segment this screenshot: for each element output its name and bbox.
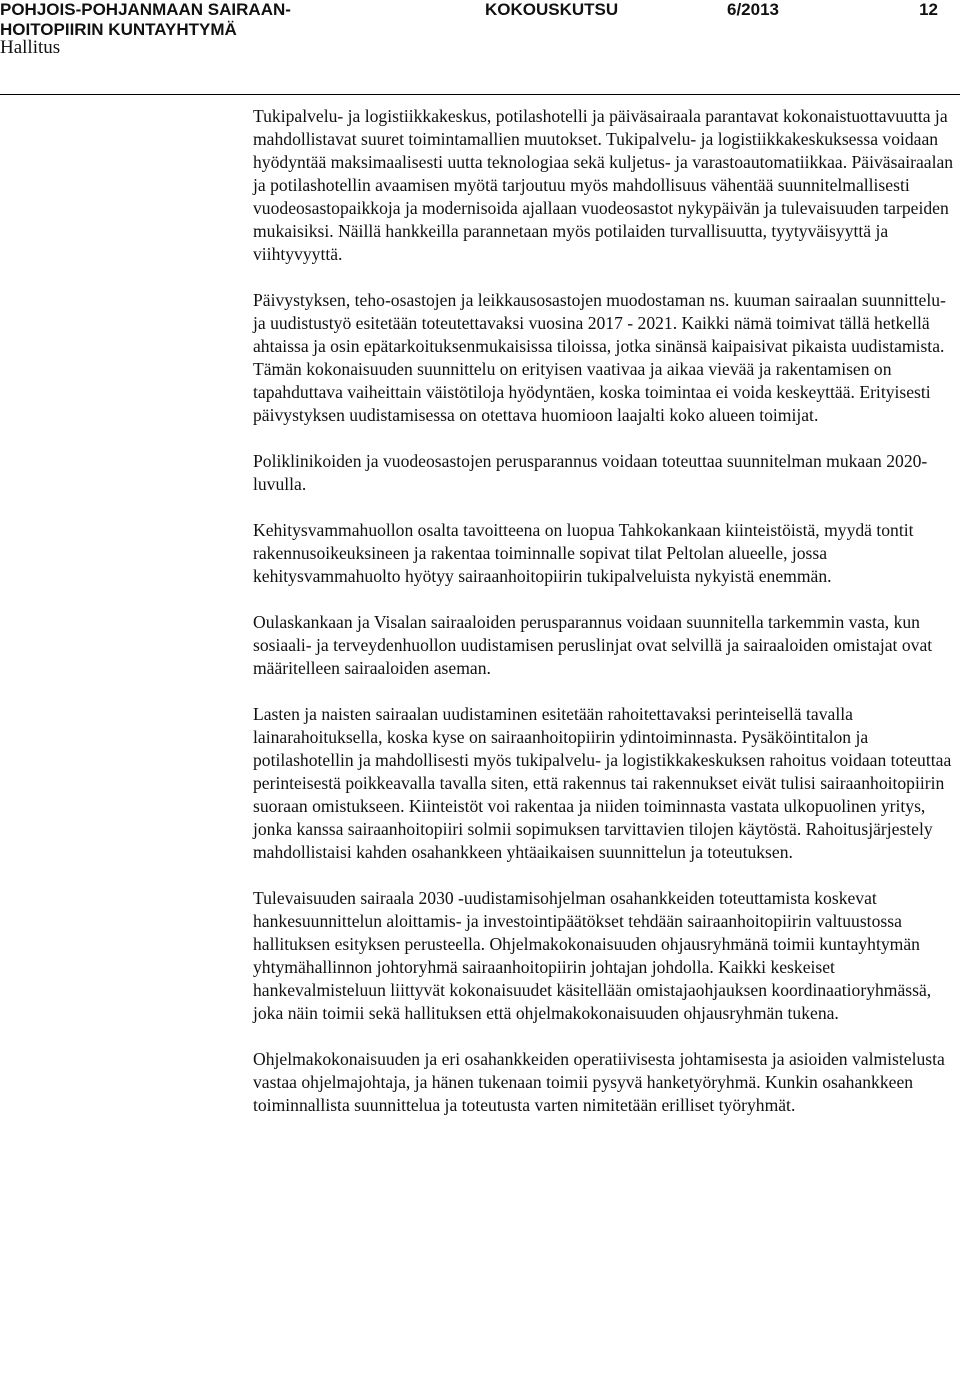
issue-number: 6/2013: [727, 0, 779, 19]
header-divider: [0, 94, 960, 95]
paragraph: Poliklinikoiden ja vuodeosastojen perusparannus voidaan toteuttaa suunnitelman mukaan 2020-luvulla.: [253, 451, 928, 494]
paragraph: Tukipalvelu- ja logistiikkakeskus, potilashotelli ja päiväsairaala parantavat kokonaistuottavuutta ja mahdollistavat suuret toimintamallien muutokset. Tukipalvelu- ja logistiikkakeskuksessa voidaan hyödyntää maksimaalisesti uutta teknologiaa sekä kuljetus- ja varastoautomatiikkaa. Päiväsairaalan ja potilashotellin avaamisen myötä tarjoutuu myös mahdollisuus vähentää suunnitelmallisesti vuodeosastopaikkoja ja modernisoida ajallaan vuodeosastot nykypäivän ja tulevaisuuden tarpeiden mukaisiksi. Näillä hankkeilla parannetaan myös potilaiden turvallisuutta, tyytyväisyyttä ja viihtyvyyttä.: [253, 106, 954, 264]
paragraph: Oulaskankaan ja Visalan sairaaloiden perusparannus voidaan suunnitella tarkemmin vasta, kun sosiaali- ja terveydenhuollon uudistamisen peruslinjat ovat selvillä ja sairaaloiden omistajat ovat määritelleen sairaaloiden aseman.: [253, 612, 933, 678]
paragraph: Ohjelmakokonaisuuden ja eri osahankkeiden operatiivisesta johtamisesta ja asioiden valmistelusta vastaa ohjelmajohtaja, ja hänen tukenaan toimii pysyvä hanketyöryhmä. Kunkin osahankkeen toiminnallista suunnittelua ja toteutusta varten nimitetään erilliset työryhmät.: [253, 1049, 945, 1115]
document-body: [253, 105, 958, 1140]
page-number: 12: [919, 0, 938, 19]
document-title: KOKOUSKUTSU: [485, 0, 619, 19]
organization-name-line-2: HOITOPIIRIN KUNTAYHTYMÄ: [0, 20, 237, 39]
paragraph: Lasten ja naisten sairaalan uudistaminen esitetään rahoitettavaksi perinteisellä tavalla lainarahoituksella, koska kyse on sairaanhoitopiirin ydintoiminnasta. Pysäköintitalon ja potilashotellin ja mahdollisesti myös tukipalvelu- ja logistikkakeskuksen rahoitus voidaan toteuttaa perinteisestä poikkeavalla tavalla siten, että rakennus tai rakennukset eivät tulisi sairaanhoitopiirin suoraan omistukseen. Kiinteistöt voi rakentaa ja niiden toiminnasta vastata ulkopuolinen yritys, jonka kanssa sairaanhoitopiiri solmii sopimuksen tarvittavien tilojen käytöstä. Rahoitusjärjestely mahdollistaisi kahden osahankkeen yhtäaikaisen suunnittelun ja toteutuksen.: [253, 704, 952, 862]
paragraph: Päivystyksen, teho-osastojen ja leikkausosastojen muodostaman ns. kuuman sairaalan suunnittelu- ja uudistustyö esitetään toteutettavaksi vuosina 2017 - 2021. Kaikki nämä toimivat tällä hetkellä ahtaissa ja osin epätarkoituksenmukaisissa tiloissa, jotka sinänsä kaipaisivat pikaista uudistamista. Tämän kokonaisuuden suunnittelu on erityisen vaativaa ja aikaa vievää ja rakentamisen on tapahduttava vaiheittain väistötiloja hyödyntäen, koska toimintaa ei voida keskeyttää. Erityisesti päivystyksen uudistamisessa on otettava huomioon laajalti koko alueen toimijat.: [253, 290, 946, 425]
section-name: Hallitus: [0, 37, 61, 58]
paragraph: Tulevaisuuden sairaala 2030 -uudistamisohjelman osahankkeiden toteuttamista koskevat hankesuunnittelun aloittamis- ja investointipäätökset tehdään sairaanhoitopiirin valtuustossa hallituksen esityksen perusteella. Ohjelmakokonaisuuden ohjausryhmänä toimii kuntayhtymän yhtymähallinnon johtoryhmä sairaanhoitopiirin johtajan johdolla. Kaikki keskeiset hankevalmisteluun liittyvät kokonaisuudet käsitellään omistajaohjauksen koordinaatioryhmässä, joka näin toimii sekä hallituksen että ohjelmakokonaisuuden ohjausryhmän tukena.: [253, 888, 932, 1023]
organization-name-line-1: POHJOIS-POHJANMAAN SAIRAAN-: [0, 0, 291, 19]
organization-name: [0, 0, 291, 40]
paragraph: Kehitysvammahuollon osalta tavoitteena on luopua Tahkokankaan kiinteistöistä, myydä tontit rakennusoikeuksineen ja rakentaa toiminnalle sopivat tilat Peltolan alueelle, jossa kehitysvammahuolto hyötyy sairaanhoitopiirin tukipalveluista nykyistä enemmän.: [253, 520, 914, 586]
page-header: [0, 0, 960, 44]
